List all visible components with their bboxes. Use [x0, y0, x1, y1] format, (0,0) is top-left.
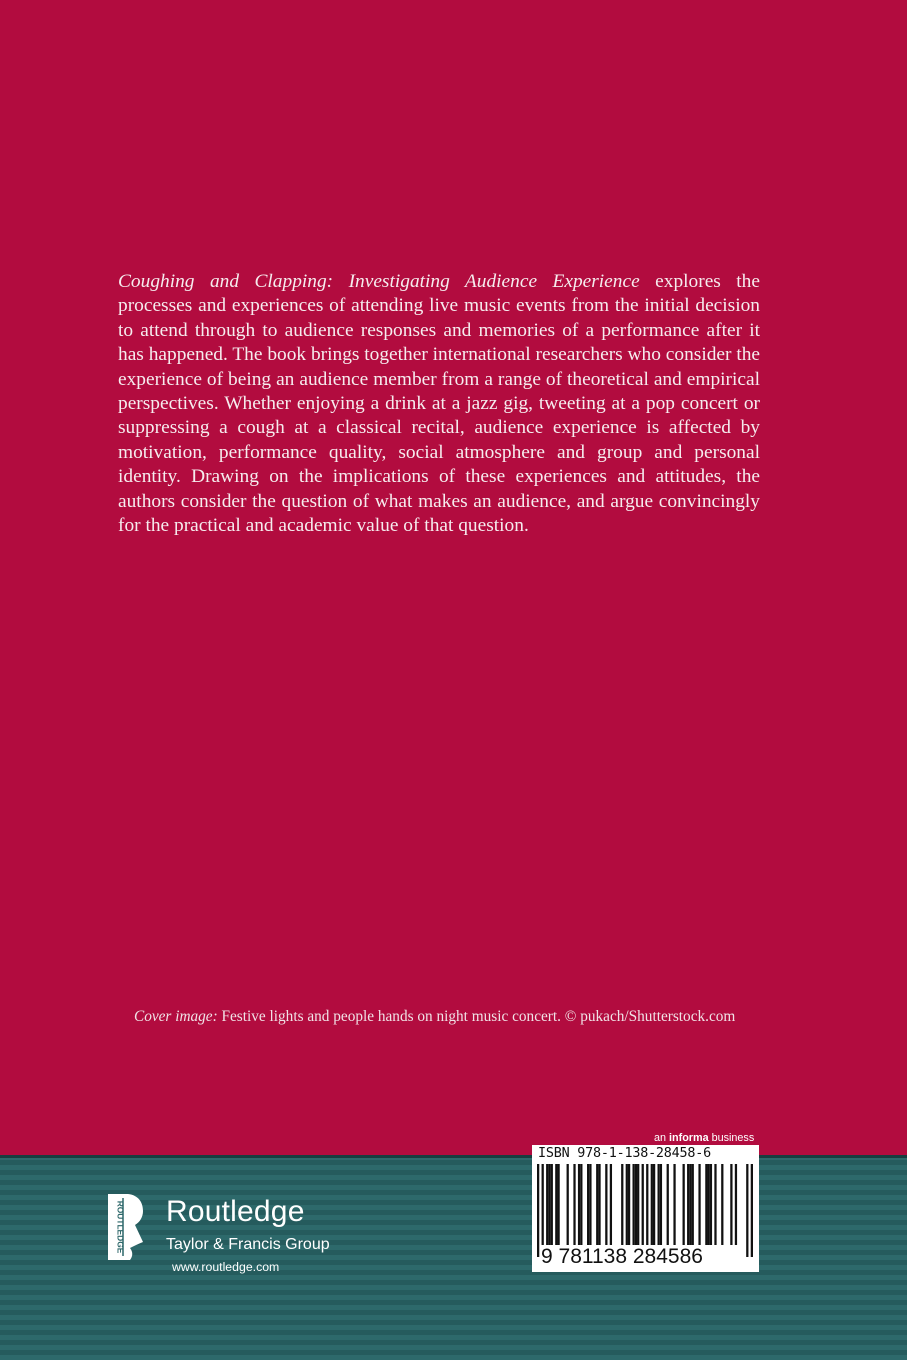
barcode-box: [532, 1145, 759, 1272]
barcode-bar: [683, 1164, 685, 1245]
barcode-bar: [542, 1164, 544, 1257]
barcode-bar: [548, 1164, 550, 1245]
barcode-bar: [667, 1164, 669, 1245]
barcode-bar: [605, 1164, 607, 1245]
barcode-bar: [626, 1164, 628, 1245]
cover-image-credit: [134, 1008, 774, 1026]
barcode-bar: [580, 1164, 582, 1245]
barcode-bar: [687, 1164, 689, 1245]
barcode-bar: [578, 1164, 580, 1245]
barcode-bar: [557, 1164, 559, 1245]
barcode-bar: [751, 1164, 753, 1257]
credit-text: Festive lights and people hands on night music concert. © pukach/Shutterstock.com: [217, 1008, 736, 1025]
isbn-label: ISBN 978-1-138-28458-6: [538, 1146, 711, 1161]
barcode-bar: [673, 1164, 675, 1245]
barcode-image: [537, 1164, 753, 1257]
barcode-bar: [537, 1164, 539, 1257]
description-text: explores the processes and experiences of attending live music events from the initial decision to attend through to audience responses and memories of a performance after it has happened. The book brings together international researchers who consider the experience of being an audience member from a range of theoretical and empirical perspectives. Whether enjoying a drink at a jazz gig, tweeting at a pop concert or suppressing a cough at a classical recital, audience experience is affected by motivation, performance quality, social atmosphere and group and personal identity. Drawing on the implications of these experiences and attitudes, the authors consider the question of what makes an audience, and argue convincingly for the practical and academic value of that question.: [118, 271, 761, 537]
barcode-bar: [714, 1164, 716, 1245]
barcode-bar: [653, 1164, 655, 1245]
barcode-bar: [596, 1164, 598, 1245]
barcode-bar: [637, 1164, 639, 1245]
barcode-bar: [567, 1164, 569, 1245]
barcode-bar: [689, 1164, 691, 1245]
barcode-bar: [589, 1164, 591, 1245]
barcode-bar: [710, 1164, 712, 1245]
barcode-bar: [735, 1164, 737, 1245]
barcode-bar: [721, 1164, 723, 1245]
footer-divider: [0, 1155, 907, 1158]
barcode-bar: [698, 1164, 700, 1245]
book-description: [118, 270, 760, 538]
barcode-digits: 9 781138 284586: [541, 1245, 703, 1268]
barcode-bar: [651, 1164, 653, 1245]
credit-label: Cover image:: [134, 1008, 218, 1025]
barcode-bar: [546, 1164, 548, 1245]
barcode-bar: [730, 1164, 732, 1245]
barcode-bar: [610, 1164, 612, 1245]
barcode-bar: [660, 1164, 662, 1245]
publisher-url: www.routledge.com: [172, 1260, 280, 1274]
book-title-italic: Coughing and Clapping: Investigating Audience Experience: [118, 271, 640, 292]
informa-bold: informa: [669, 1132, 709, 1144]
informa-prefix: an: [654, 1132, 670, 1144]
barcode-bar: [705, 1164, 707, 1245]
barcode-bar: [598, 1164, 600, 1245]
barcode-bar: [587, 1164, 589, 1245]
barcode-bar: [628, 1164, 630, 1245]
barcode-bar: [658, 1164, 660, 1245]
barcode-bar: [646, 1164, 648, 1257]
barcode-bar: [635, 1164, 637, 1245]
informa-suffix: business: [708, 1132, 755, 1144]
publisher-name: Routledge: [166, 1195, 305, 1228]
barcode-bar: [692, 1164, 694, 1245]
barcode-bar: [621, 1164, 623, 1245]
barcode-bar: [632, 1164, 634, 1245]
informa-tagline: [654, 1132, 754, 1144]
barcode-bar: [551, 1164, 553, 1245]
barcode-bar: [573, 1164, 575, 1245]
barcode-bar: [708, 1164, 710, 1245]
publisher-group: Taylor & Francis Group: [166, 1236, 330, 1253]
barcode-bar: [642, 1164, 644, 1257]
barcode-bar: [555, 1164, 557, 1245]
routledge-logo-icon: [106, 1192, 148, 1262]
barcode-bar: [746, 1164, 748, 1257]
logo-vertical-text: ROUTLEDGE: [115, 1200, 126, 1254]
